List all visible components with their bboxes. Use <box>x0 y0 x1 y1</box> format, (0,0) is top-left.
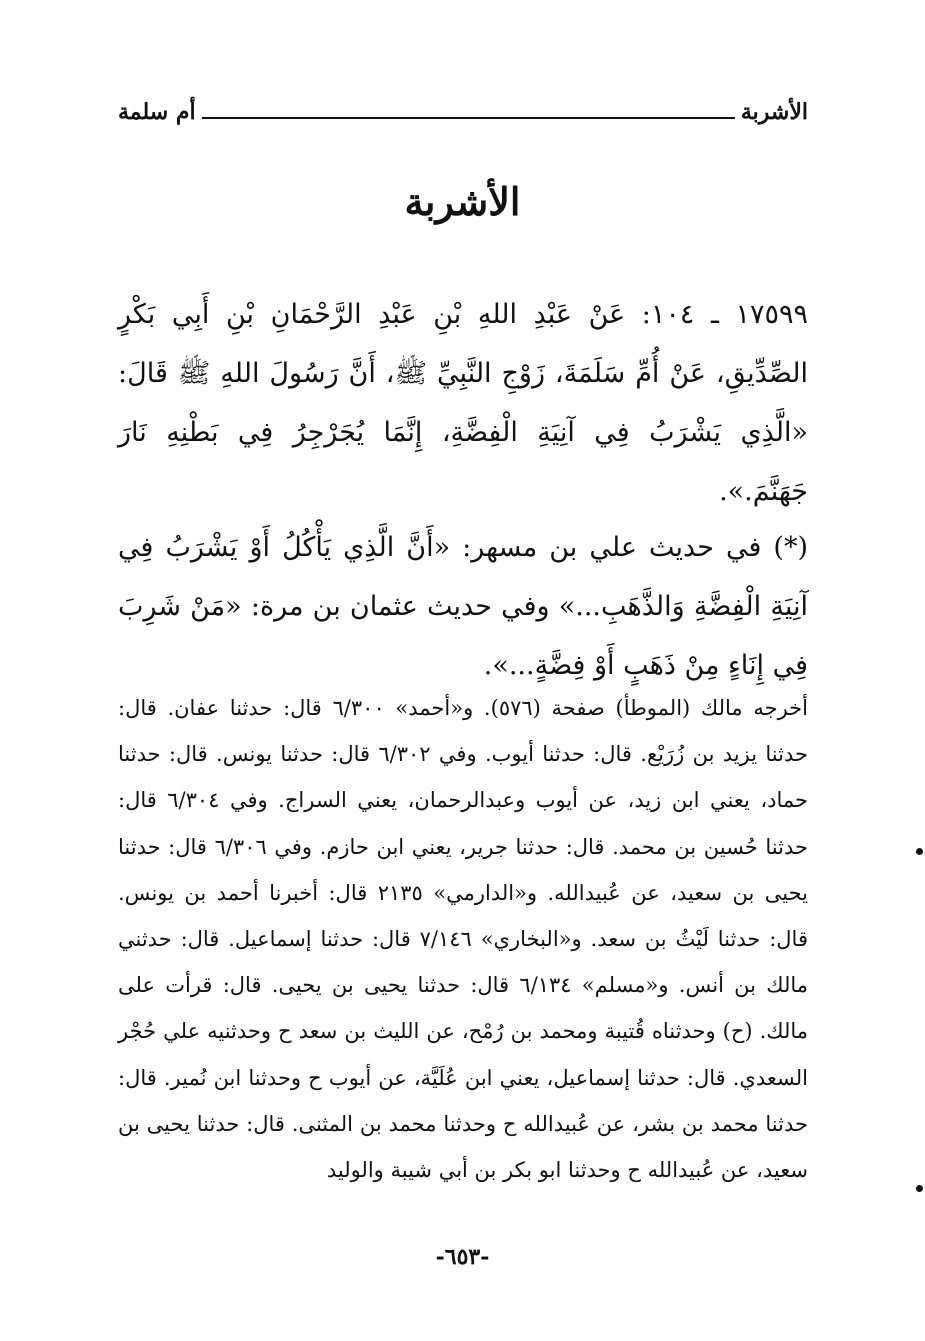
footnote-paragraph: (*) في حديث علي بن مسهر: «أَنَّ الَّذِي يَأْكُلُ أَوْ يَشْرَبُ فِي آنِيَةِ الْفِضَّةِ وَالذَّهَبِ...» وفي حديث عثمان بن مرة: «مَنْ شَرِبَ فِي إِنَاءٍ مِنْ ذَهَبٍ أَوْ فِضَّةٍ...». <box>118 532 808 681</box>
margin-dot <box>916 848 923 855</box>
header-right-label: الأشربة <box>740 99 808 125</box>
takhrij-text <box>118 685 808 1193</box>
margin-dot <box>916 1185 923 1192</box>
footnote-variant <box>118 518 808 695</box>
chapter-title: الأشربة <box>404 179 521 224</box>
header-rule <box>202 117 735 119</box>
takhrij-paragraph: أخرجه مالك (الموطأ) صفحة (٥٧٦). و«أحمد» ٦/٣٠٠ قال: حدثنا عفان. قال: حدثنا يزيد بن زُرَيْع. قال: حدثنا أيوب. وفي ٦/٣٠٢ قال: حدثنا يونس. قال: حدثنا حماد، يعني ابن زيد، عن أيوب وعبدالرحمان، يعني السراج. وفي ٦/٣٠٤ قال: حدثنا حُسين بن محمد. قال: حدثنا جرير، يعني ابن حازم. وفي ٦/٣٠٦ قال: حدثنا يحيى بن سعيد، عن عُبيدالله. و«الدارمي» ٢١٣٥ قال: أخبرنا أحمد بن يونس. قال: حدثنا لَيْثُ بن سعد. و«البخاري» ٧/١٤٦ قال: حدثنا إسماعيل. قال: حدثني مالك بن أنس. و«مسلم» ٦/١٣٤ قال: حدثنا يحيى بن يحيى. قال: قرأت على مالك. (ح) وحدثناه قُتيبة ومحمد بن رُمْح، عن الليث بن سعد ح وحدثنيه علي حُجْر السعدي. قال: حدثنا إسماعيل، يعني ابن عُلَيَّة، عن أيوب ح وحدثنا ابن نُمير. قال: حدثنا محمد بن بشر، عن عُبيدالله ح وحدثنا محمد بن المثنى. قال: حدثنا يحيى بن سعيد، عن عُبيدالله ح وحدثنا ابو بكر بن أبي شيبة والوليد <box>118 696 808 1183</box>
hadith-paragraph: ١٧٥٩٩ ـ ١٠٤: عَنْ عَبْدِ اللهِ بْنِ عَبْدِ الرَّحْمَانِ بْنِ أَبِي بَكْرٍ الصِّدِّيقِ، عَنْ أُمِّ سَلَمَةَ، زَوْجِ النَّبِيِّ ﷺ، أَنَّ رَسُولَ اللهِ ﷺ قَالَ: «الَّذِي يَشْرَبُ فِي آنِيَةِ الْفِضَّةِ، إِنَّمَا يُجَرْجِرُ فِي بَطْنِهِ نَارَ جَهَنَّمَ.». <box>118 299 808 507</box>
hadith-text <box>118 285 808 521</box>
running-header <box>118 86 808 126</box>
page-number: -٦٥٣- <box>435 1244 490 1270</box>
header-left-label: أم سلمة <box>118 99 196 125</box>
